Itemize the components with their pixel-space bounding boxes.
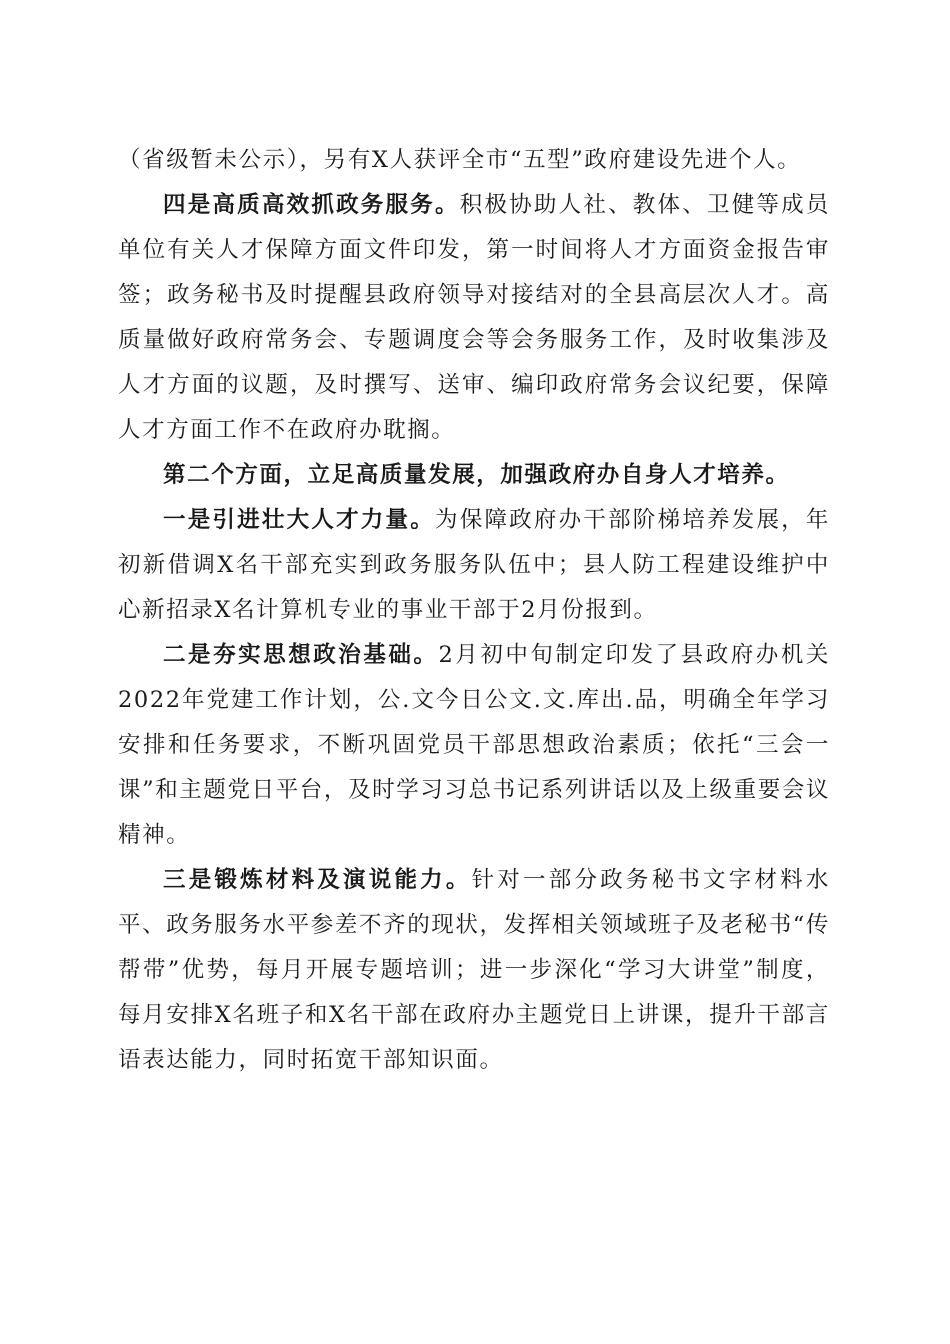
paragraph-body: 为保障政府办干部阶梯培养发展，年初新借调X名干部充实到政务服务队伍中；县人防工程建设维护中心新招录X名计算机专业的事业干部于2月份报到。 [118, 507, 830, 623]
paragraph-heading: 二是夯实思想政治基础。 [163, 642, 439, 668]
paragraph-body: 针对一部分政务秘书文字材料水平、政务服务水平参差不齐的现状，发挥相关领域班子及老秘书“传帮带”优势，每月开展专题培训；进一步深化“学习大讲堂”制度，每月安排X名班子和X名干部在政府办主题党日上讲课，提升干部言语表达能力，同时拓宽干部知识面。 [118, 867, 831, 1073]
section-heading: 第二个方面，立足高质量发展，加强政府办自身人才培养。 [163, 462, 790, 488]
paragraph-heading: 三是锻炼材料及演说能力。 [163, 867, 472, 893]
section-heading-second-aspect [118, 453, 830, 498]
document-body [118, 138, 830, 1083]
paragraph-body: 积极协助人社、教体、卫健等成员单位有关人才保障方面文件印发，第一时间将人才方面资金报告审签；政务秘书及时提醒县政府领导对接结对的全县高层次人才。高质量做好政府常务会、专题调度会等会务服务工作，及时收集涉及人才方面的议题，及时撰写、送审、编印政府常务会议纪要，保障人才方面工作不在政府办耽搁。 [118, 192, 830, 443]
paragraph-writing-speaking-skills [118, 858, 830, 1083]
paragraph-political-foundation [118, 633, 830, 858]
paragraph-talent-introduction [118, 498, 830, 633]
paragraph-continuation [118, 138, 830, 183]
paragraph-heading: 一是引进壮大人才力量。 [163, 507, 435, 533]
paragraph-government-services [118, 183, 830, 453]
paragraph-body: 2月初中旬制定印发了县政府办机关2022年党建工作计划，公.文今日公文.文.库出.品，明确全年学习安排和任务要求，不断巩固党员干部思想政治素质；依托“三会一课”和主题党日平台，及时学习习总书记系列讲话以及上级重要会议精神。 [118, 642, 831, 848]
paragraph-body: （省级暂未公示），另有X人获评全市“五型”政府建设先进个人。 [118, 147, 802, 173]
paragraph-heading: 四是高质高效抓政务服务。 [163, 192, 460, 218]
